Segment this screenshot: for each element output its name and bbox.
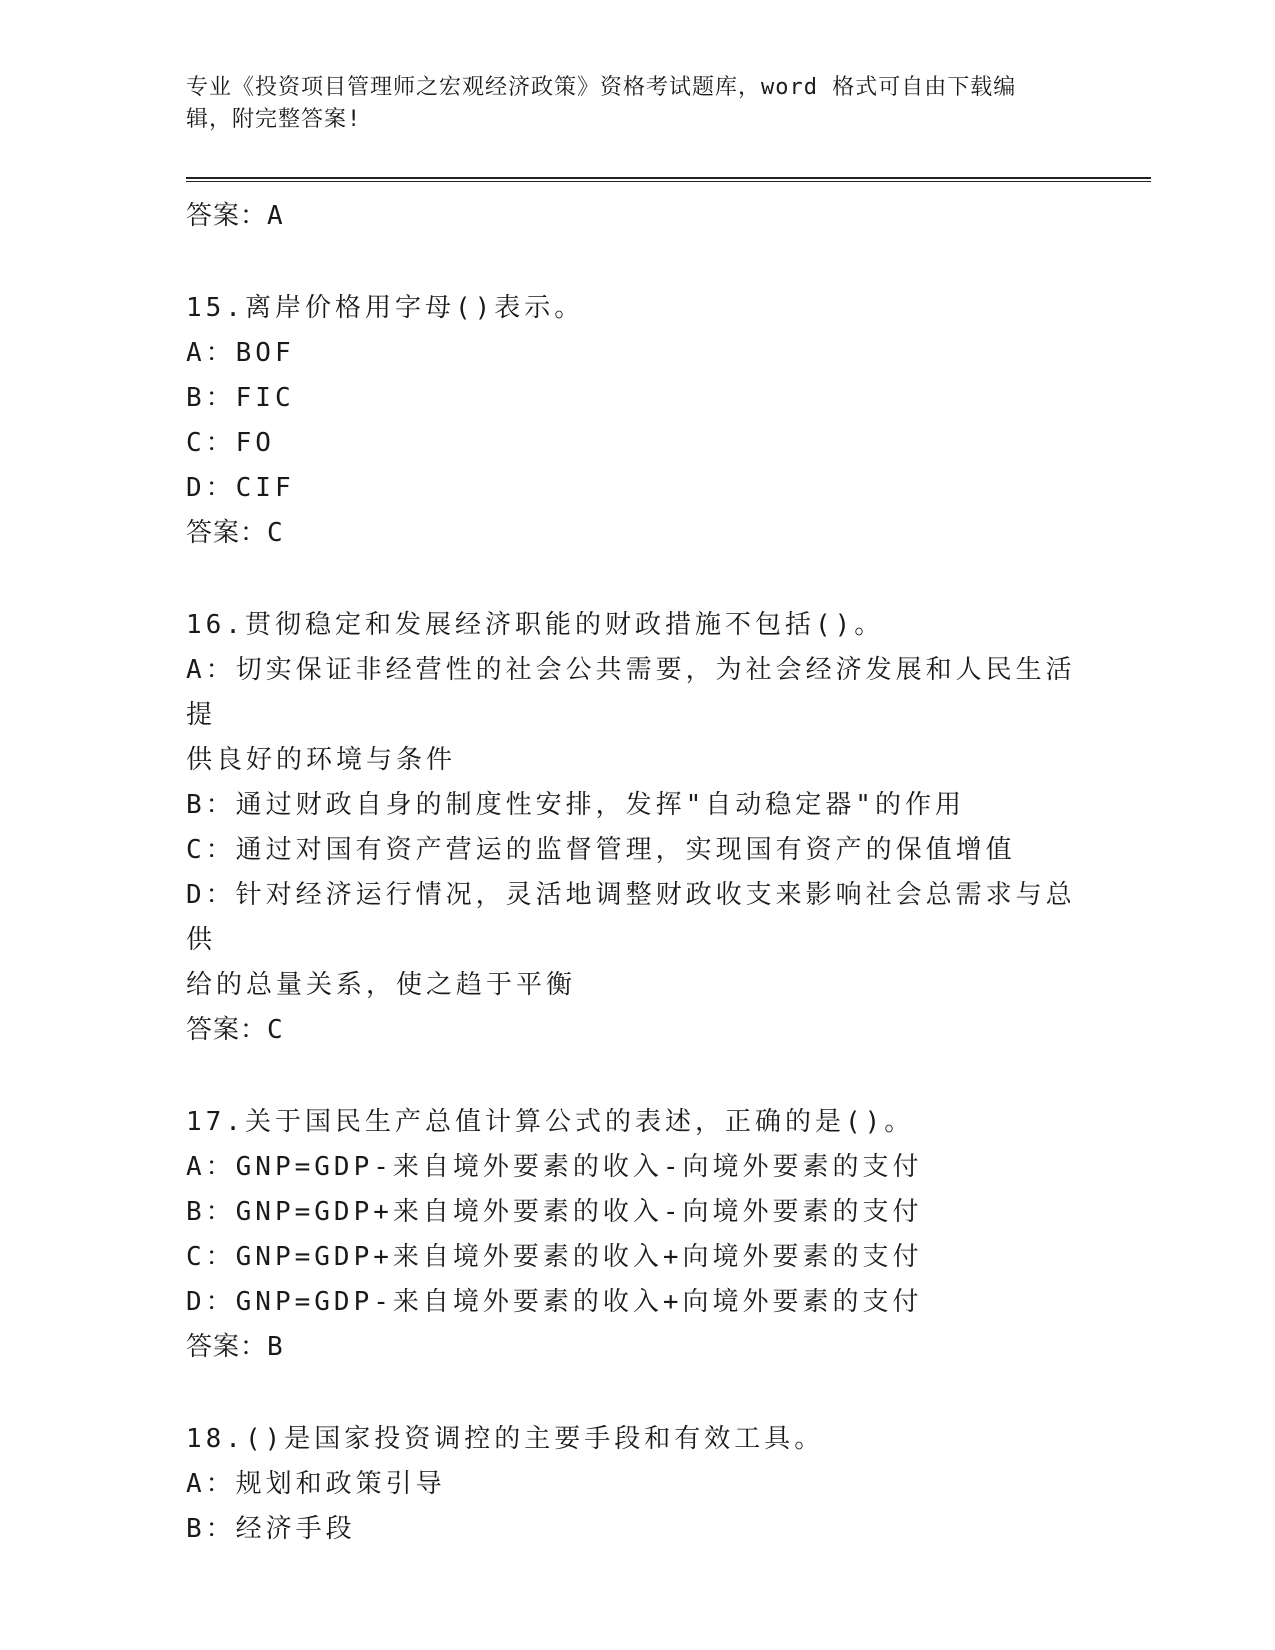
question-title: 17.关于国民生产总值计算公式的表述，正确的是()。	[186, 1107, 915, 1137]
header-line-1: 专业《投资项目管理师之宏观经济政策》资格考试题库，word 格式可自由下载编	[186, 75, 1017, 100]
option-d: D：针对经济运行情况，灵活地调整财政收支来影响社会总需求与总供	[186, 880, 1076, 955]
answer-line: 答案：C	[186, 518, 284, 548]
question-title: 16.贯彻稳定和发展经济职能的财政措施不包括()。	[186, 610, 885, 640]
question-block-18	[186, 1417, 1086, 1552]
header-divider-thin	[186, 181, 1151, 182]
option-d-continued: 给的总量关系，使之趋于平衡	[186, 970, 577, 1000]
option-a: A：BOF	[186, 338, 295, 368]
option-a-continued: 供良好的环境与条件	[186, 745, 457, 775]
option-d: D：CIF	[186, 473, 295, 503]
option-c: C：GNP=GDP+来自境外要素的收入+向境外要素的支付	[186, 1242, 923, 1272]
header-line-2: 辑，附完整答案!	[186, 107, 362, 132]
question-title: 18.()是国家投资调控的主要手段和有效工具。	[186, 1424, 825, 1454]
option-c: C：通过对国有资产营运的监督管理，实现国有资产的保值增值	[186, 835, 1016, 865]
option-d: D：GNP=GDP-来自境外要素的收入+向境外要素的支付	[186, 1287, 923, 1317]
answer-line: 答案：A	[186, 201, 284, 231]
question-list	[186, 186, 1086, 1552]
option-b: B：经济手段	[186, 1514, 356, 1544]
option-a: A：切实保证非经营性的社会公共需要，为社会经济发展和人民生活提	[186, 655, 1076, 730]
option-b: B：FIC	[186, 383, 295, 413]
document-header	[186, 72, 1086, 136]
option-a: A：规划和政策引导	[186, 1469, 446, 1499]
question-title: 15.离岸价格用字母()表示。	[186, 293, 585, 323]
option-b: B：GNP=GDP+来自境外要素的收入-向境外要素的支付	[186, 1197, 923, 1227]
question-block-17	[186, 1100, 1086, 1369]
header-divider	[186, 177, 1151, 179]
question-block-16	[186, 603, 1086, 1052]
option-b: B：通过财政自身的制度性安排，发挥"自动稳定器"的作用	[186, 790, 965, 820]
option-a: A：GNP=GDP-来自境外要素的收入-向境外要素的支付	[186, 1152, 923, 1182]
answer-line: 答案：C	[186, 1015, 284, 1045]
option-c: C：FO	[186, 428, 275, 458]
question-block-15	[186, 286, 1086, 555]
answer-line: 答案：B	[186, 1332, 284, 1362]
